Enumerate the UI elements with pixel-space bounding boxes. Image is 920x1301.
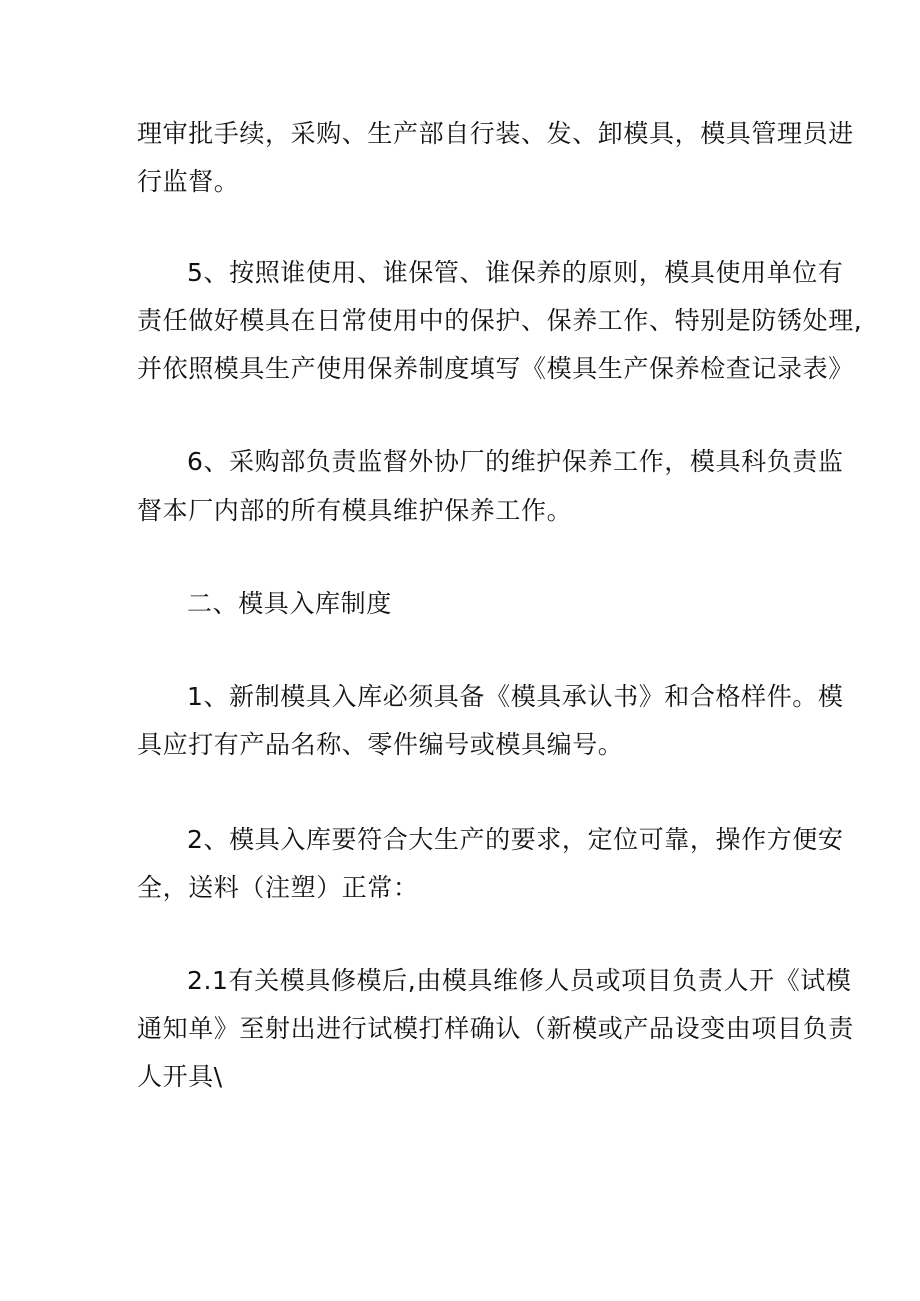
paragraph-5-line-2: 责任做好模具在日常使用中的保护、保养工作、特别是防锈处理, xyxy=(137,306,863,335)
paragraph-6-line-1: 6、采购部负责监督外协厂的维护保养工作，模具科负责监 xyxy=(187,447,844,476)
paragraph-4-line-1: 理审批手续，采购、生产部自行装、发、卸模具，模具管理员进 xyxy=(137,119,854,148)
paragraph-4-line-2: 行监督。 xyxy=(137,167,240,196)
item-1-line-1: 1、新制模具入库必须具备《模具承认书》和合格样件。模 xyxy=(187,682,844,711)
paragraph-5-line-1: 5、按照谁使用、谁保管、谁保养的原则，模具使用单位有 xyxy=(187,258,844,287)
paragraph-6-line-2: 督本厂内部的所有模具维护保养工作。 xyxy=(137,496,573,525)
item-2-line-2: 全，送料（注塑）正常： xyxy=(137,873,419,902)
item-2-1-line-2: 通知单》至射出进行试模打样确认（新模或产品设变由项目负责 xyxy=(137,1014,854,1043)
item-2-1-line-1: 2.1有关模具修模后,由模具维修人员或项目负责人开《试模 xyxy=(187,966,852,995)
paragraph-5-line-3: 并依照模具生产使用保养制度填写《模具生产保养检查记录表》 xyxy=(137,354,854,383)
item-2-line-1: 2、模具入库要符合大生产的要求，定位可靠，操作方便安 xyxy=(187,825,844,854)
item-1-line-2: 具应打有产品名称、零件编号或模具编号。 xyxy=(137,730,624,759)
item-2-1-line-3: 人开具\ xyxy=(137,1062,223,1091)
section-heading: 二、模具入库制度 xyxy=(187,589,392,618)
